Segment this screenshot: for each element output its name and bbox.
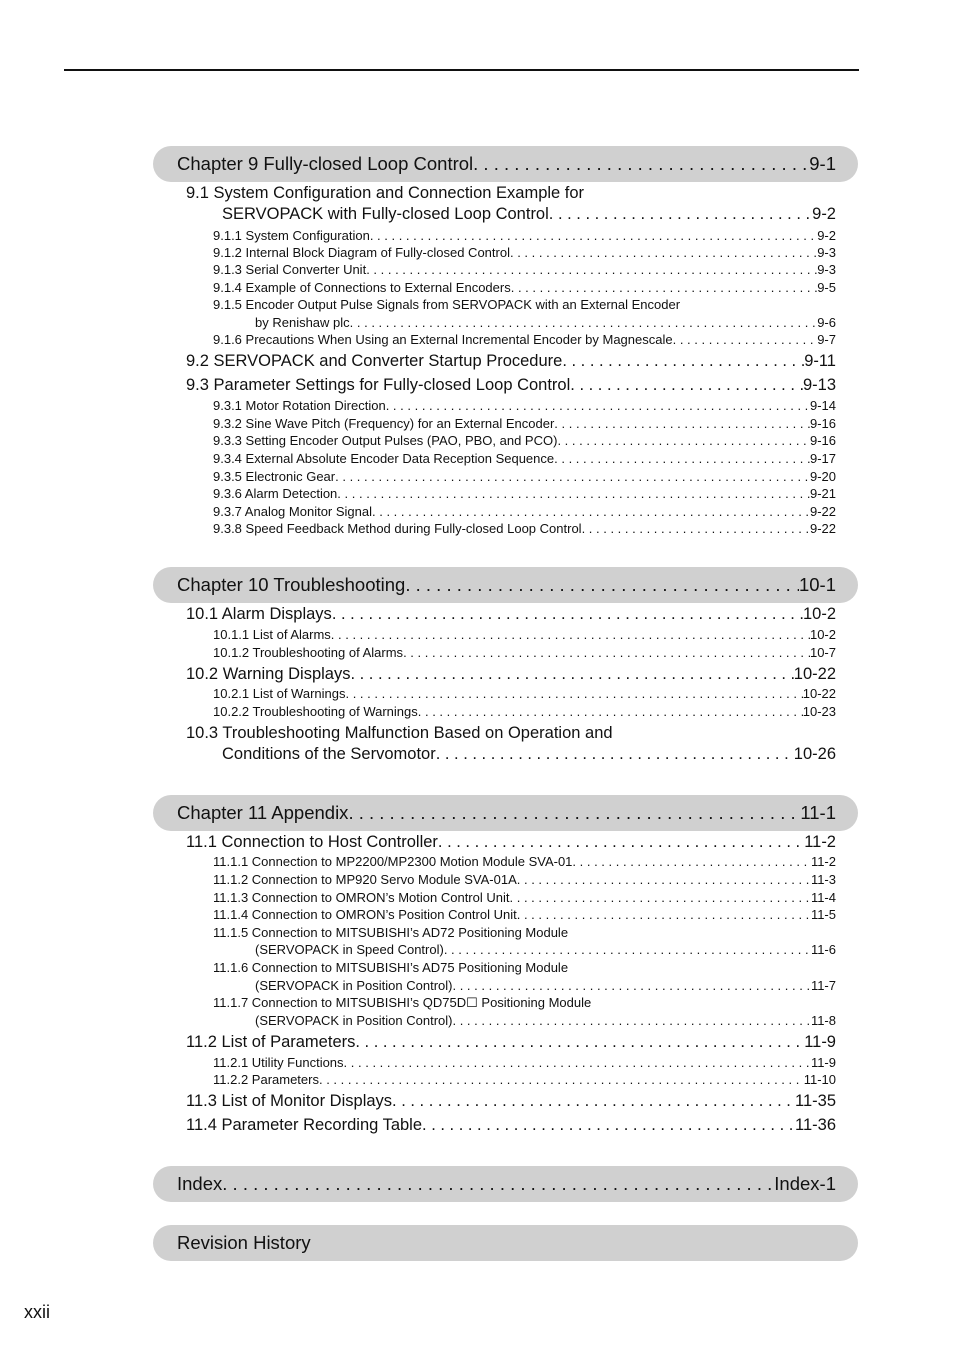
subsection-entry-title: 9.1.3 Serial Converter Unit bbox=[213, 262, 367, 277]
section-entry-page: 11-2 bbox=[804, 833, 836, 851]
chapter-entry-page: Index-1 bbox=[774, 1173, 836, 1194]
subsection-entry-page: 10-22 bbox=[802, 686, 836, 701]
section-entry-page: 10-26 bbox=[793, 745, 836, 763]
subsection-entry[interactable] bbox=[213, 872, 836, 889]
subsection-entry[interactable] bbox=[213, 433, 836, 450]
subsection-entry-title: (SERVOPACK in Position Control) bbox=[255, 1013, 453, 1028]
section-entry-page: 11-9 bbox=[804, 1033, 836, 1051]
dot-leader bbox=[473, 153, 809, 175]
subsection-entry-page: 9-17 bbox=[809, 451, 836, 466]
section-entry[interactable] bbox=[222, 745, 836, 766]
subsection-entry[interactable] bbox=[213, 486, 836, 503]
subsection-entry-title: 11.1.2 Connection to MP920 Servo Module SVA-01A bbox=[213, 872, 517, 887]
section-entry-title: 11.2 List of Parameters bbox=[186, 1033, 356, 1051]
subsection-entry-page: 10-2 bbox=[809, 627, 836, 642]
section-entry-title: Conditions of the Servomotor bbox=[222, 745, 436, 763]
subsection-entry[interactable] bbox=[255, 942, 836, 959]
subsection-entry-page: 11-3 bbox=[810, 872, 836, 887]
section-entry[interactable] bbox=[186, 352, 836, 373]
subsection-entry[interactable] bbox=[213, 627, 836, 644]
section-entry[interactable] bbox=[186, 665, 836, 686]
subsection-entry-title: 9.3.4 External Absolute Encoder Data Reception Sequence bbox=[213, 451, 555, 466]
subsection-entry-page: 9-5 bbox=[817, 280, 836, 295]
subsection-entry-title: 9.3.8 Speed Feedback Method during Fully-closed Loop Control bbox=[213, 521, 582, 536]
dot-leader bbox=[438, 833, 804, 852]
subsection-entry[interactable] bbox=[213, 332, 836, 349]
dot-leader bbox=[331, 627, 810, 642]
subsection-entry[interactable] bbox=[213, 704, 836, 721]
subsection-entry-title: 9.3.7 Analog Monitor Signal bbox=[213, 504, 372, 519]
dot-leader bbox=[572, 854, 811, 869]
dot-leader bbox=[422, 1116, 795, 1135]
subsection-entry[interactable] bbox=[213, 645, 836, 662]
subsection-entry-page: 9-16 bbox=[809, 433, 836, 448]
subsection-entry-page: 9-6 bbox=[817, 315, 836, 330]
chapter-entry-title: Index bbox=[177, 1173, 223, 1194]
subsection-entry-page: 11-5 bbox=[810, 907, 836, 922]
chapter-entry-page: 11-1 bbox=[800, 802, 836, 823]
section-entry[interactable] bbox=[186, 1033, 836, 1054]
section-entry[interactable] bbox=[186, 376, 836, 397]
section-entry-page: 10-2 bbox=[802, 605, 836, 623]
dot-leader bbox=[562, 352, 804, 371]
dot-leader bbox=[403, 645, 810, 660]
dot-leader bbox=[222, 1173, 774, 1195]
dot-leader bbox=[517, 907, 811, 922]
section-entry-title: 9.2 SERVOPACK and Converter Startup Procedure bbox=[186, 352, 563, 370]
subsection-entry-page: 11-7 bbox=[810, 978, 836, 993]
subsection-entry[interactable] bbox=[255, 1013, 836, 1030]
chapter-entry[interactable]: Revision History bbox=[177, 1232, 311, 1253]
subsection-entry[interactable] bbox=[213, 228, 836, 245]
section-entry[interactable] bbox=[186, 1092, 836, 1113]
dot-leader bbox=[510, 245, 817, 260]
dot-leader bbox=[337, 486, 810, 501]
subsection-entry-page: 9-22 bbox=[809, 521, 836, 536]
subsection-entry-title: 9.3.6 Alarm Detection bbox=[213, 486, 338, 501]
section-entry-page: 11-35 bbox=[795, 1092, 836, 1110]
dot-leader bbox=[370, 228, 817, 243]
section-entry-page: 11-36 bbox=[795, 1116, 836, 1134]
dot-leader bbox=[348, 802, 800, 824]
subsection-entry[interactable] bbox=[213, 1072, 836, 1089]
subsection-entry[interactable] bbox=[213, 280, 836, 297]
subsection-entry-title: 9.1.1 System Configuration bbox=[213, 228, 370, 243]
dot-leader bbox=[511, 280, 817, 295]
subsection-entry-page: 11-9 bbox=[810, 1055, 836, 1070]
subsection-entry-title: 10.1.2 Troubleshooting of Alarms bbox=[213, 645, 404, 660]
section-entry[interactable] bbox=[222, 205, 836, 226]
dot-leader bbox=[350, 315, 818, 330]
subsection-entry-page: 9-14 bbox=[809, 398, 836, 413]
section-entry-title: 11.1 Connection to Host Controller bbox=[186, 833, 438, 851]
dot-leader bbox=[673, 332, 818, 347]
section-entry-title: 9.3 Parameter Settings for Fully-closed Loop Control bbox=[186, 376, 571, 394]
chapter-entry[interactable] bbox=[177, 802, 836, 826]
dot-leader bbox=[570, 376, 803, 395]
chapter-entry-title: Chapter 11 Appendix bbox=[177, 802, 349, 823]
dot-leader bbox=[372, 504, 810, 519]
subsection-entry-title: 11.1.4 Connection to OMRON’s Position Control Unit bbox=[213, 907, 517, 922]
subsection-entry-page: 10-23 bbox=[802, 704, 836, 719]
subsection-entry-page: 9-22 bbox=[809, 504, 836, 519]
chapter-entry[interactable] bbox=[177, 574, 836, 598]
subsection-entry-title: 9.1.2 Internal Block Diagram of Fully-closed Control bbox=[213, 245, 510, 260]
dot-leader bbox=[355, 1033, 804, 1052]
subsection-entry[interactable] bbox=[255, 315, 836, 332]
dot-leader bbox=[386, 398, 810, 413]
dot-leader bbox=[335, 469, 810, 484]
dot-leader bbox=[452, 978, 810, 993]
subsection-entry-title: 9.1.6 Precautions When Using an External Incremental Encoder by Magnescale bbox=[213, 332, 673, 347]
dot-leader bbox=[392, 1092, 795, 1111]
subsection-entry-page: 9-3 bbox=[817, 245, 836, 260]
chapter-entry-page: 9-1 bbox=[809, 153, 836, 174]
dot-leader bbox=[517, 872, 811, 887]
subsection-entry[interactable] bbox=[213, 245, 836, 262]
subsection-entry-page: 9-7 bbox=[817, 332, 836, 347]
subsection-entry[interactable] bbox=[213, 890, 836, 907]
dot-leader bbox=[418, 704, 803, 719]
subsection-entry-page: 9-20 bbox=[809, 469, 836, 484]
subsection-entry-title: 11.2.1 Utility Functions bbox=[213, 1055, 344, 1070]
subsection-entry[interactable] bbox=[213, 398, 836, 415]
subsection-entry-page: 11-8 bbox=[810, 1013, 836, 1028]
subsection-entry-title: 10.2.1 List of Warnings bbox=[213, 686, 346, 701]
dot-leader bbox=[444, 942, 811, 957]
dot-leader bbox=[554, 451, 810, 466]
subsection-entry-title: (SERVOPACK in Position Control) bbox=[255, 978, 453, 993]
subsection-entry-title: 11.2.2 Parameters bbox=[213, 1072, 319, 1087]
subsection-entry[interactable] bbox=[213, 416, 836, 433]
subsection-entry-title: by Renishaw plc bbox=[255, 315, 350, 330]
dot-leader bbox=[319, 1072, 804, 1087]
subsection-entry[interactable] bbox=[255, 978, 836, 995]
section-entry-title: 11.4 Parameter Recording Table bbox=[186, 1116, 423, 1134]
subsection-entry[interactable] bbox=[213, 521, 836, 538]
chapter-entry[interactable] bbox=[177, 153, 836, 177]
subsection-entry-page: 11-2 bbox=[810, 854, 836, 869]
chapter-entry[interactable] bbox=[177, 1173, 836, 1197]
dot-leader bbox=[405, 574, 799, 596]
section-entry-title: SERVOPACK with Fully-closed Loop Control bbox=[222, 205, 549, 223]
subsection-entry[interactable] bbox=[213, 1055, 836, 1072]
dot-leader bbox=[557, 433, 810, 448]
section-entry[interactable]: 10.3 Troubleshooting Malfunction Based on Operation and bbox=[186, 724, 613, 742]
section-entry[interactable] bbox=[186, 605, 836, 626]
subsection-entry-title: 9.3.5 Electronic Gear bbox=[213, 469, 336, 484]
section-entry-page: 9-2 bbox=[812, 205, 836, 223]
dot-leader bbox=[582, 521, 810, 536]
section-entry[interactable] bbox=[186, 1116, 836, 1137]
subsection-entry-title: 9.3.1 Motor Rotation Direction bbox=[213, 398, 386, 413]
section-entry-title: 10.1 Alarm Displays bbox=[186, 605, 332, 623]
subsection-entry[interactable]: 11.1.5 Connection to MITSUBISHI’s AD72 Positioning Module bbox=[213, 925, 569, 940]
section-entry-page: 9-13 bbox=[802, 376, 836, 394]
section-entry[interactable]: 9.1 System Configuration and Connection Example for bbox=[186, 184, 585, 202]
chapter-entry-title: Chapter 9 Fully-closed Loop Control bbox=[177, 153, 474, 174]
dot-leader bbox=[554, 416, 810, 431]
subsection-entry-title: 11.1.1 Connection to MP2200/MP2300 Motion Module SVA-01 bbox=[213, 854, 573, 869]
subsection-entry[interactable] bbox=[213, 262, 836, 279]
dot-leader bbox=[332, 605, 803, 624]
subsection-entry[interactable]: 11.1.6 Connection to MITSUBISHI’s AD75 Positioning Module bbox=[213, 960, 569, 975]
subsection-entry-page: 10-7 bbox=[809, 645, 836, 660]
subsection-entry-page: 9-3 bbox=[817, 262, 836, 277]
page-number: xxii bbox=[24, 1302, 50, 1322]
subsection-entry-title: 10.1.1 List of Alarms bbox=[213, 627, 331, 642]
dot-leader bbox=[345, 686, 802, 701]
subsection-entry-page: 9-2 bbox=[817, 228, 836, 243]
subsection-entry[interactable] bbox=[213, 854, 836, 871]
subsection-entry[interactable] bbox=[213, 469, 836, 486]
subsection-entry[interactable] bbox=[213, 907, 836, 924]
dot-leader bbox=[510, 890, 811, 905]
subsection-entry[interactable]: 11.1.7 Connection to MITSUBISHI’s QD75D☐ Positioning Module bbox=[213, 995, 592, 1010]
subsection-entry-page: 9-16 bbox=[809, 416, 836, 431]
subsection-entry-title: 9.1.4 Example of Connections to External Encoders bbox=[213, 280, 511, 295]
section-entry[interactable] bbox=[186, 833, 836, 854]
subsection-entry-title: (SERVOPACK in Speed Control) bbox=[255, 942, 444, 957]
subsection-entry[interactable]: 9.1.5 Encoder Output Pulse Signals from SERVOPACK with an External Encoder bbox=[213, 297, 681, 312]
subsection-entry-title: 9.3.2 Sine Wave Pitch (Frequency) for an External Encoder bbox=[213, 416, 555, 431]
section-entry-page: 10-22 bbox=[793, 665, 836, 683]
section-entry-page: 9-11 bbox=[804, 352, 836, 370]
section-entry-title: 11.3 List of Monitor Displays bbox=[186, 1092, 393, 1110]
subsection-entry-page: 11-4 bbox=[810, 890, 836, 905]
subsection-entry-title: 10.2.2 Troubleshooting of Warnings bbox=[213, 704, 418, 719]
dot-leader bbox=[452, 1013, 810, 1028]
section-entry-title: 10.2 Warning Displays bbox=[186, 665, 351, 683]
dot-leader bbox=[549, 205, 812, 224]
dot-leader bbox=[366, 262, 817, 277]
dot-leader bbox=[344, 1055, 811, 1070]
dot-leader bbox=[436, 745, 794, 764]
chapter-entry-page: 10-1 bbox=[798, 574, 836, 595]
subsection-entry-page: 9-21 bbox=[809, 486, 836, 501]
subsection-entry[interactable] bbox=[213, 504, 836, 521]
chapter-entry-title: Chapter 10 Troubleshooting bbox=[177, 574, 406, 595]
subsection-entry[interactable] bbox=[213, 451, 836, 468]
subsection-entry-title: 11.1.3 Connection to OMRON’s Motion Control Unit bbox=[213, 890, 510, 905]
subsection-entry-page: 11-10 bbox=[803, 1072, 836, 1087]
subsection-entry-title: 9.3.3 Setting Encoder Output Pulses (PAO, PBO, and PCO) bbox=[213, 433, 558, 448]
subsection-entry[interactable] bbox=[213, 686, 836, 703]
subsection-entry-page: 11-6 bbox=[810, 942, 836, 957]
dot-leader bbox=[350, 665, 793, 684]
